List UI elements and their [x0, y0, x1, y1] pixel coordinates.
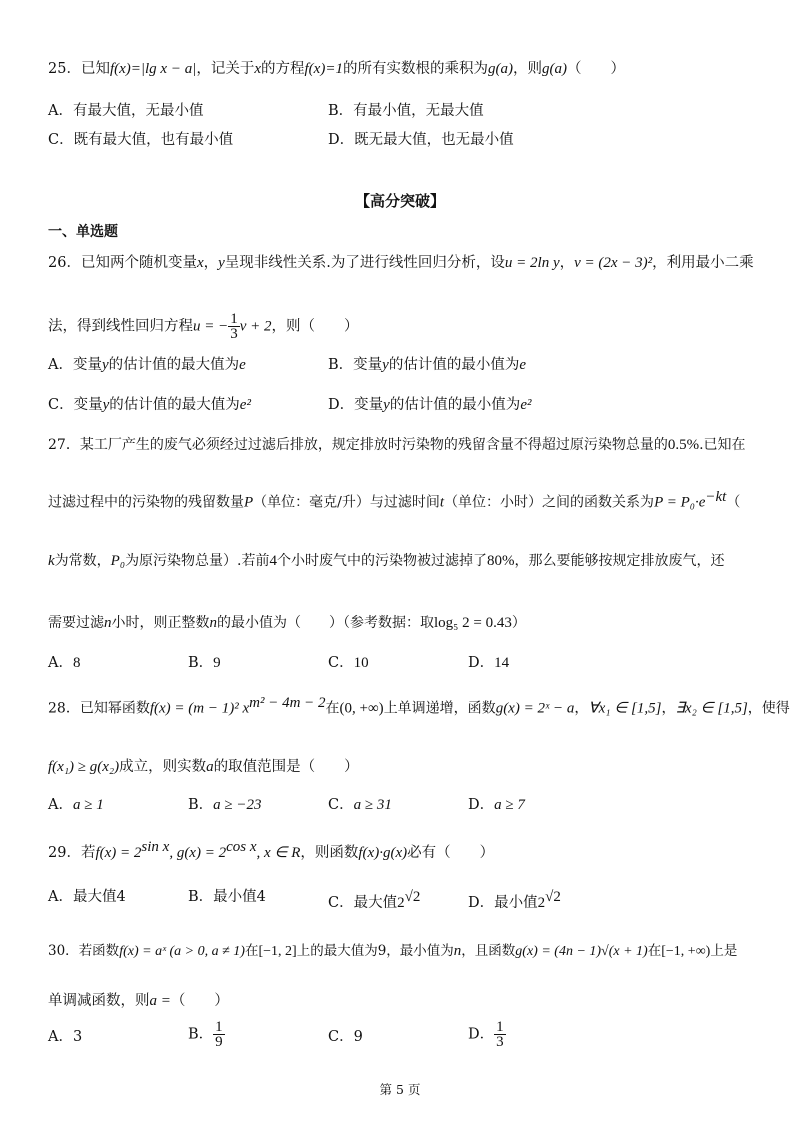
fraction-one-third-d: $\frac{1}{3}$	[496, 1019, 504, 1050]
q30-option-d: D． $\frac{1}{3}$	[468, 1019, 504, 1050]
question-28-line-1: 28．已知幂函数f(x) = (m − 1)² $x^{m^2 - 4m - 2}$在(0, +∞)上单调递增，函数g(x) = 2ˣ − a，∀x₁ ∈ [1,5]，∃x₂ ∈ [1,5]，使得	[48, 695, 790, 717]
q28-option-a: A．a ≥ 1	[48, 797, 104, 813]
question-26-line-2: 法，得到线性回归方程u = − $\frac{1}{3}$ v + 2，则（ ）	[48, 311, 359, 342]
question-27-line-3: k为常数，P₀为原污染物总量）.若前4个小时废气中的污染物被过滤掉了80%，那么要能够按规定排放废气，还	[48, 553, 725, 569]
q26-option-a: A．变量y的估计值的最大值为e	[48, 357, 246, 373]
page-number: 第 5 页	[379, 1082, 421, 1097]
question-30-line-1: 30．若函数f(x) = aˣ (a > 0, a ≠ 1)在[−1, 2]上的最大值为9，最小值为n，且函数g(x) = (4n − 1)√(x + 1)在[−1, +∞)上是	[48, 943, 738, 959]
question-28-line-2: f(x₁) ≥ g(x₂)成立，则实数a的取值范围是（ ）	[48, 759, 359, 775]
question-26-line-1: 26．已知两个随机变量x，y呈现非线性关系.为了进行线性回归分析，设u = 2ln y，v = (2x − 3)²，利用最小二乘	[48, 255, 754, 271]
question-27-line-1: 27．某工厂产生的废气必须经过过滤后排放，规定排放时污染物的残留含量不得超过原污染物总量的0.5%.已知在	[48, 437, 746, 453]
question-27-line-4: 需要过滤n小时，则正整数n的最小值为（ ）（参考数据：取log₅ 2 = 0.43）	[48, 615, 526, 631]
q29-option-a: A．最大值4	[48, 889, 126, 905]
q28-option-d: D．a ≥ 7	[468, 797, 525, 813]
q25-option-d: D．既无最大值，也无最小值	[328, 132, 514, 148]
q27-option-b: B．9	[188, 655, 221, 671]
q28-option-b: B．a ≥ −23	[188, 797, 262, 813]
q28-option-c: C．a ≥ 31	[328, 797, 392, 813]
q27-option-a: A．8	[48, 655, 81, 671]
q29-option-d: D．最小值$2^{√2}$	[468, 889, 561, 911]
question-27-line-2: 过滤过程中的污染物的残留数量P（单位：毫克/升）与过滤时间t（单位：小时）之间的函数关系为$P = P_0\cdot e^{-kt}$（	[48, 489, 741, 511]
q27-option-c: C．10	[328, 655, 369, 671]
q30-option-b: B． $\frac{1}{9}$	[188, 1019, 223, 1050]
section-title: 【高分突破】	[354, 192, 445, 210]
section-subheading: 一、单选题	[48, 224, 118, 240]
question-25-stem: 25．已知f(x)=|lg x − a|，记关于x的方程f(x)=1的所有实数根的乘积为g(a)，则g(a)（ ）	[48, 61, 625, 77]
q25-option-a: A．有最大值，无最小值	[48, 103, 204, 119]
fraction-one-third: $\frac{1}{3}$	[230, 311, 238, 342]
q29-option-b: B．最小值4	[188, 889, 266, 905]
fraction-one-ninth: $\frac{1}{9}$	[215, 1019, 223, 1050]
q26-option-b: B．变量y的估计值的最小值为e	[328, 357, 526, 373]
q26-option-c: C．变量y的估计值的最大值为e²	[48, 397, 251, 413]
q30-option-a: A．3	[48, 1029, 83, 1045]
q30-option-c: C．9	[328, 1029, 363, 1045]
q25-option-c: C．既有最大值，也有最小值	[48, 132, 234, 148]
q29-option-c: C．最大值$2^{√2}$	[328, 889, 421, 911]
question-30-line-2: 单调减函数，则a =（ ）	[48, 993, 229, 1009]
q25-option-b: B．有最小值，无最大值	[328, 103, 484, 119]
q26-option-d: D．变量y的估计值的最小值为e²	[328, 397, 532, 413]
question-29-stem: 29．若$f(x) = 2^{sin x}$, $g(x) = 2^{cos x}$, x ∈ R，则函数f(x)·g(x)必有（ ）	[48, 839, 495, 861]
q27-option-d: D．14	[468, 655, 510, 671]
